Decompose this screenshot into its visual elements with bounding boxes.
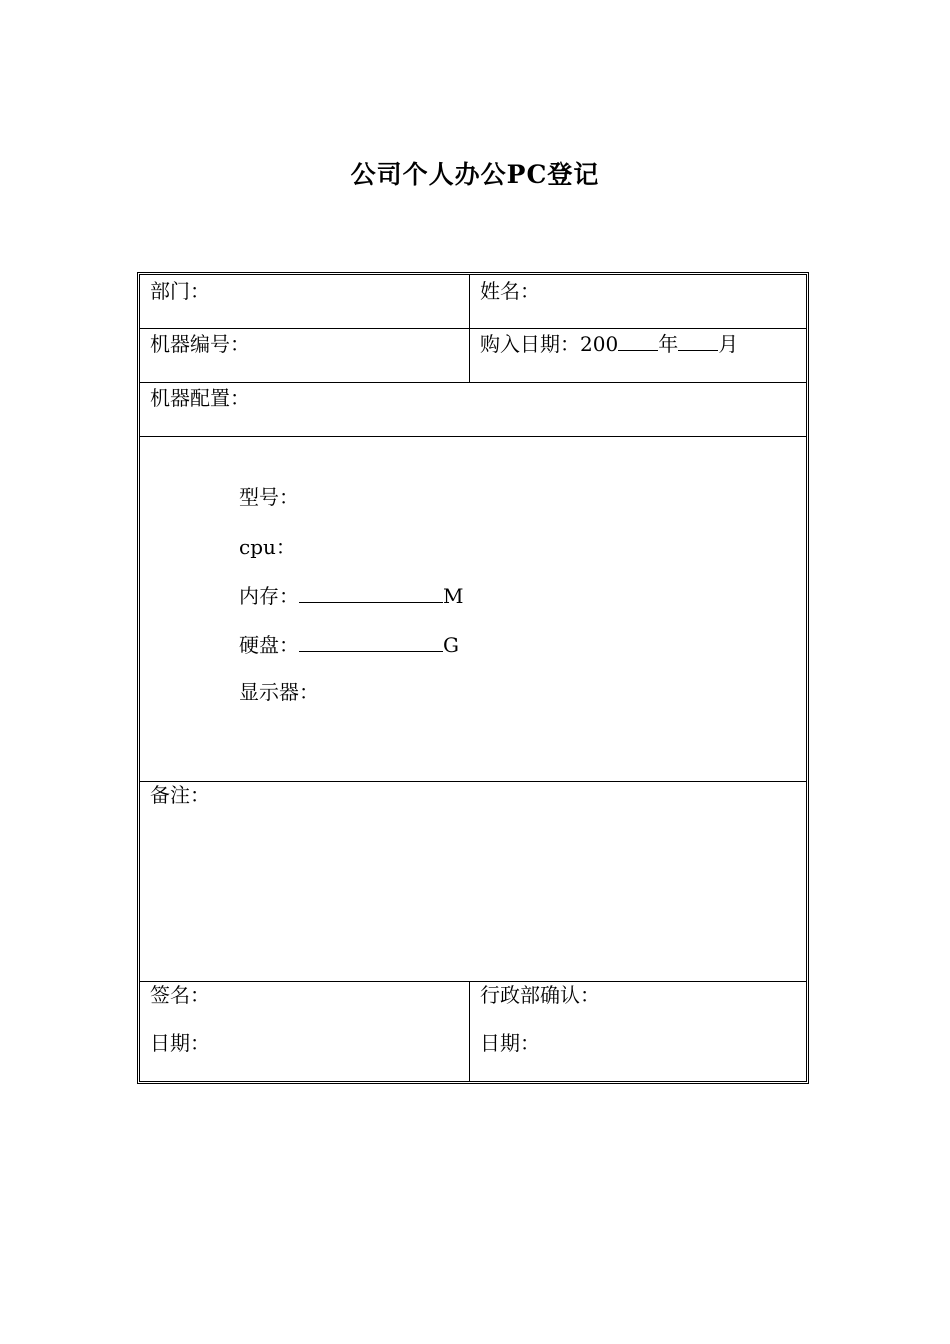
remarks-field[interactable] — [150, 783, 210, 807]
row-divider — [140, 781, 806, 782]
name-label: 姓名： — [480, 279, 540, 303]
machine-config-label: 机器配置： — [150, 386, 250, 410]
signature-date-field[interactable] — [150, 1031, 210, 1055]
disk-label: 硬盘： — [239, 633, 299, 657]
row-divider — [140, 436, 806, 437]
row-divider — [140, 981, 806, 982]
admin-confirm-label: 行政部确认： — [480, 983, 600, 1007]
memory-field[interactable] — [239, 582, 463, 608]
name-field[interactable] — [480, 279, 540, 303]
memory-unit: M — [443, 584, 464, 608]
row-divider — [140, 328, 806, 329]
year-label: 年 — [658, 332, 679, 356]
purchase-date-field[interactable] — [480, 330, 738, 356]
registration-form — [137, 272, 809, 1084]
monitor-field[interactable] — [239, 680, 319, 704]
machine-config-field — [150, 386, 250, 410]
row-divider — [140, 382, 806, 383]
model-label: 型号： — [239, 485, 299, 509]
page-title: 公司个人办公PC登记 — [350, 160, 600, 189]
department-label: 部门： — [150, 279, 210, 303]
admin-date-field[interactable] — [480, 1031, 540, 1055]
remarks-label: 备注： — [150, 783, 210, 807]
cpu-label: cpu： — [239, 535, 296, 559]
cpu-field[interactable] — [239, 535, 296, 559]
column-divider — [469, 981, 470, 1081]
monitor-label: 显示器： — [239, 680, 319, 704]
disk-blank[interactable] — [299, 631, 443, 652]
machine-number-label: 机器编号： — [150, 332, 250, 356]
month-blank[interactable] — [678, 330, 718, 351]
signature-date-label: 日期： — [150, 1031, 210, 1055]
disk-field[interactable] — [239, 631, 459, 657]
department-field[interactable] — [150, 279, 210, 303]
admin-date-label: 日期： — [480, 1031, 540, 1055]
purchase-date-label: 购入日期：200 — [480, 332, 619, 356]
admin-confirm-field[interactable] — [480, 983, 600, 1007]
memory-blank[interactable] — [299, 582, 443, 603]
year-blank[interactable] — [618, 330, 658, 351]
column-divider — [469, 275, 470, 382]
machine-number-field[interactable] — [150, 332, 250, 356]
model-field[interactable] — [239, 485, 299, 509]
disk-unit: G — [443, 633, 459, 657]
signature-label: 签名： — [150, 983, 210, 1007]
month-label: 月 — [718, 332, 739, 356]
memory-label: 内存： — [239, 584, 299, 608]
signature-field[interactable] — [150, 983, 210, 1007]
